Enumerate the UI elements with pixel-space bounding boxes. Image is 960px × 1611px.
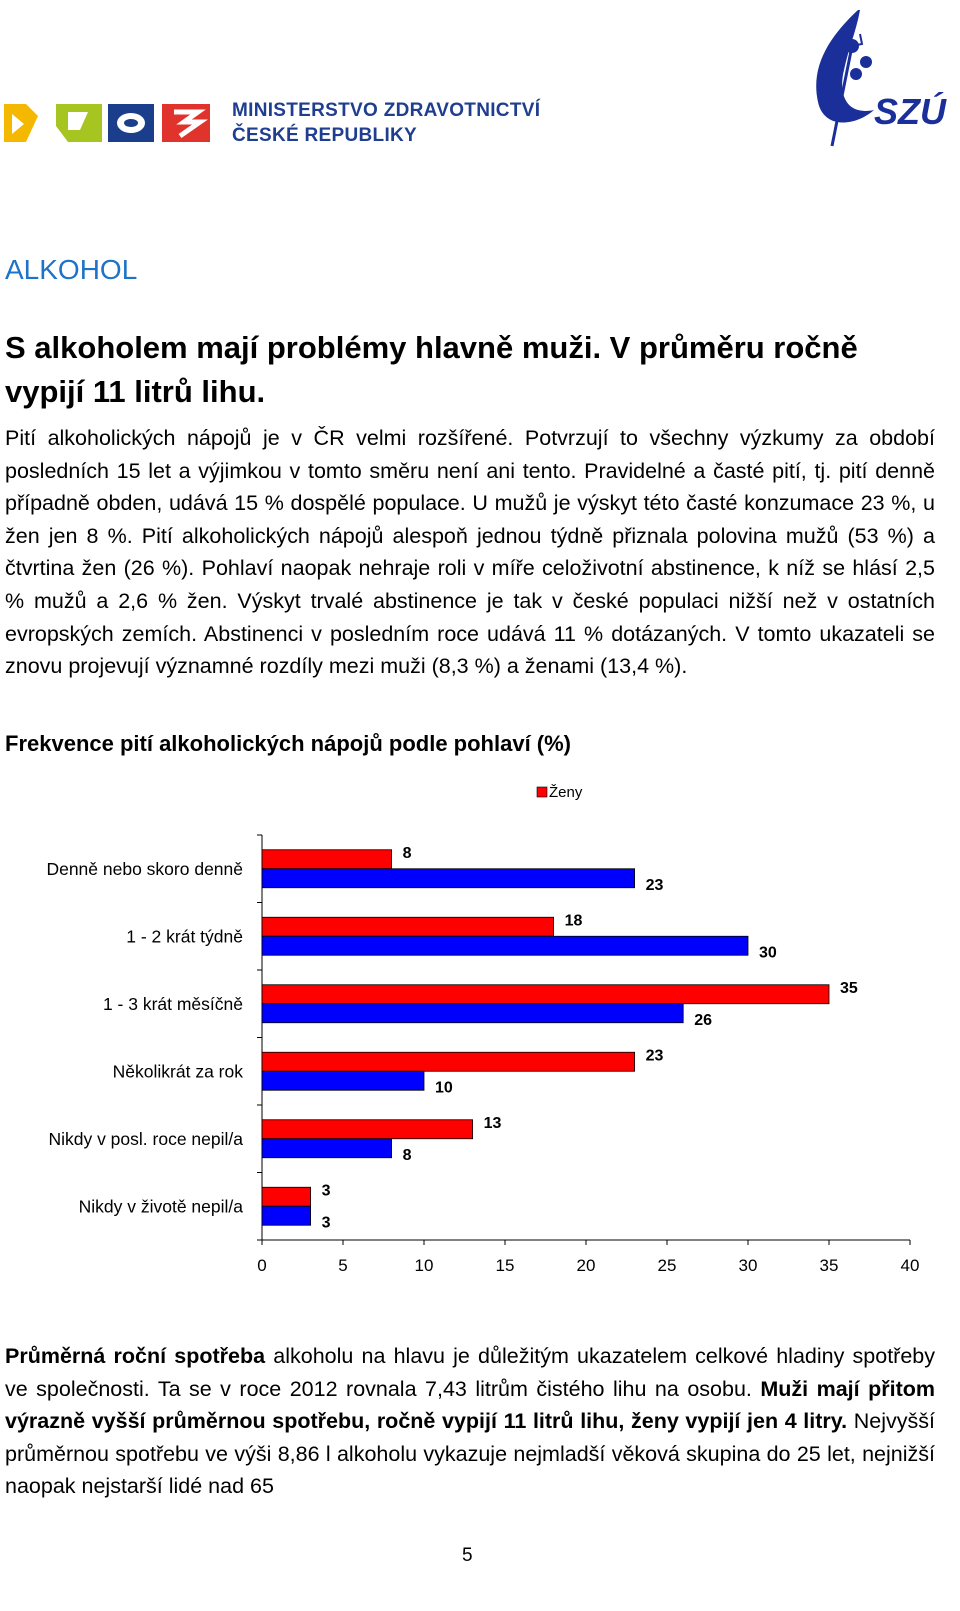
section-label: ALKOHOL (5, 254, 138, 285)
category-label: 1 - 3 krát měsíčně (102, 993, 243, 1014)
data-label: 8 (402, 844, 412, 862)
data-label: 23 (645, 1047, 664, 1065)
paragraph-run: Muži mají přitom výrazně vyšší průměrnou spotřebu, ročně vypijí 11 litrů lihu, ženy vypijí jen 4 litry. (5, 1376, 935, 1434)
paragraph-run: Průměrná roční spotřeba (5, 1344, 266, 1368)
szu-logo-text: SZÚ (874, 91, 946, 132)
bar-chart-svg (0, 780, 960, 1280)
data-label: 3 (321, 1182, 331, 1200)
data-label: 13 (483, 1114, 502, 1132)
intro-paragraph: Pití alkoholických nápojů je v ČR velmi rozšířené. Potvrzují to všechny výzkumy za období posledních 15 let a výjimkou v tomto směru není ani tento. Pravidelné a časté pití, tj. pití denně případně obden, udává 15 % dospělé populace. U mužů je výskyt této časté konzumace 23 %, u žen jen 8 %. Pití alkoholických nápojů alespoň jednou týdně přiznala polovina mužů (53 %) a čtvrtina žen (26 %). Pohlaví naopak nehraje roli v míře celoživotní abstinence, k níž se hlásí 2,5 % mužů a 2,6 % žen. Výskyt trvalé abstinence je tak v české populaci nižší než v ostatních evropských zemích. Abstinenci v posledním roce udává 11 % dotázaných. V tomto ukazateli se znovu projevují významné rozdíly mezi muži (8,3 %) a ženami (13,4 %). (5, 426, 935, 679)
bar (262, 850, 392, 869)
x-tick-label: 20 (576, 1256, 596, 1275)
data-label: 3 (321, 1214, 331, 1232)
category-label: Denně nebo skoro denně (46, 858, 243, 879)
data-label: 30 (759, 944, 777, 962)
bar (262, 1139, 392, 1158)
ministry-logo-icon (4, 96, 214, 152)
bar (262, 1187, 311, 1206)
bar-chart (0, 780, 960, 1280)
consumption-paragraph (5, 1340, 935, 1503)
bar (262, 936, 748, 955)
bar (262, 1052, 635, 1071)
category-label: Nikdy v posl. roce nepil/a (48, 1128, 243, 1149)
bar (262, 1071, 424, 1090)
ministry-name-line1: MINISTERSTVO ZDRAVOTNICTVÍ (232, 100, 541, 121)
data-label: 10 (435, 1079, 453, 1097)
x-tick-label: 0 (257, 1256, 267, 1275)
x-tick-label: 10 (414, 1256, 434, 1275)
data-label: 18 (564, 912, 583, 930)
bar (262, 869, 635, 888)
szu-logo-icon (800, 6, 956, 156)
data-label: 8 (402, 1146, 412, 1164)
category-label: Několikrát za rok (112, 1061, 243, 1082)
page-header (0, 0, 960, 180)
bar (262, 1120, 473, 1139)
x-tick-label: 15 (495, 1256, 515, 1275)
data-label: 26 (694, 1011, 712, 1029)
x-tick-label: 25 (657, 1256, 677, 1275)
bar (262, 917, 554, 936)
category-label: Nikdy v životě nepil/a (78, 1196, 243, 1217)
x-tick-label: 5 (338, 1256, 348, 1275)
x-tick-label: 30 (738, 1256, 758, 1275)
ministry-name (232, 98, 540, 148)
ministry-name-line2: ČESKÉ REPUBLIKY (232, 125, 418, 146)
paragraph-run: Nejvyšší průměrnou spotřebu ve výši 8,86 l alkoholu vykazuje nejmladší věková skupina do 25 let, nejnižší naopak nejstarší lidé nad 65 (5, 1409, 935, 1499)
data-label: 23 (645, 876, 664, 894)
bar (262, 1004, 683, 1023)
chart-title: Frekvence pití alkoholických nápojů podle pohlaví (%) (5, 731, 572, 756)
page-number: 5 (462, 1545, 473, 1566)
headline: S alkoholem mají problémy hlavně muži. V průměru ročně vypijí 11 litrů lihu. (5, 330, 858, 409)
legend-swatch (537, 787, 547, 797)
paragraph-run: alkoholu na hlavu je důležitým ukazatelem celkové hladiny spotřeby ve společnosti. Ta se v roce 2012 rovnala 7,43 litrům čistého lihu na osobu. (5, 1344, 935, 1401)
x-tick-label: 40 (900, 1256, 920, 1275)
legend-label: Ženy (549, 784, 583, 801)
bar (262, 1206, 311, 1225)
category-label: 1 - 2 krát týdně (126, 926, 243, 947)
data-label: 35 (840, 979, 858, 997)
bar (262, 985, 829, 1004)
x-tick-label: 35 (819, 1256, 839, 1275)
